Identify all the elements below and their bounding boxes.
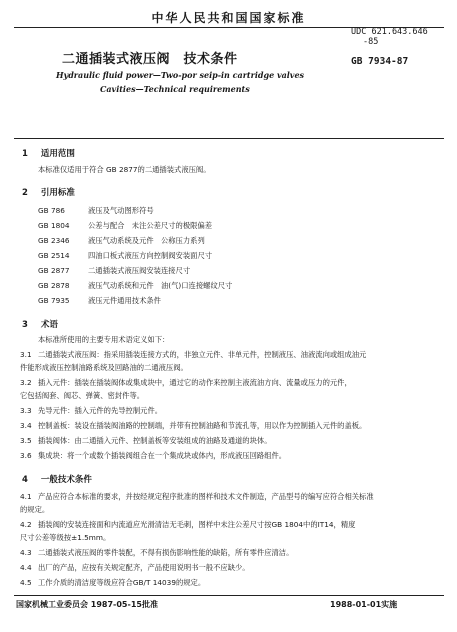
reference-item: GB 1804 公差与配合 未注公差尺寸的极限偏差: [38, 221, 213, 230]
requirement-item: 4.4 出厂的产品，应按有关规定配齐，产品使用说明书一般不应缺少。: [20, 563, 250, 572]
issuer-approval: 国家机械工业委员会 1987-05-15批准: [16, 600, 158, 609]
section-title: 一般技术条件: [40, 475, 92, 485]
udc-code: [351, 28, 428, 47]
udc-line-2: -85: [363, 36, 379, 47]
reference-item: GB 2878 液压气动系统和元件 油(气)口连接螺纹尺寸: [38, 281, 233, 290]
section-3-intro: 本标准所使用的主要专用术语定义如下：: [38, 335, 170, 344]
gb-number: GB 7934-87: [351, 56, 409, 67]
udc-line-1: UDC 621.643.646: [351, 27, 428, 37]
english-title: Hydraulic fluid power—Two-por seip-in cartridge valves: [56, 70, 305, 80]
section-title: 引用标准: [40, 188, 75, 198]
title-rule: [14, 138, 444, 139]
term-item: 3.4 控制盖板：装设在插装阀油路的控制端，并带有控制油路和节流孔等，用以作为控制插入元件的盖板。: [20, 421, 367, 430]
reference-item: GB 2877 二通插装式液压阀安装连接尺寸: [38, 266, 191, 275]
term-item: 3.3 先导元件：插入元件的先导控制元件。: [20, 406, 163, 415]
effective-date: 1988-01-01实施: [330, 600, 398, 609]
requirement-item: 4.2 插装阀的安装连接面和内流道应光滑清洁无毛刺，图样中未注公差尺寸按GB 1804中的IT14，精度: [20, 520, 356, 529]
term-item: 3.5 插装阀体：由二通插入元件、控制盖板等安装组成的油路及通道的块体。: [20, 436, 272, 445]
section-number: 2: [22, 188, 28, 198]
section-1-text: 本标准仅适用于符合 GB 2877的二通插装式液压阀。: [38, 165, 211, 174]
term-item: 3.6 集成块：将一个或数个插装阀组合在一个集成块或体内，形成液压回路组件。: [20, 451, 287, 460]
requirement-item-cont: 的规定。: [20, 505, 50, 514]
section-4-heading: [22, 473, 92, 485]
section-number: 1: [22, 149, 28, 159]
footer-rule: [14, 595, 444, 596]
reference-item: GB 2514 四油口板式液压方向控制阀安装面尺寸: [38, 251, 213, 260]
section-1-heading: [22, 147, 75, 159]
term-item-cont: 件能形成液压控制油路系统及回路油的二通液压阀。: [20, 363, 188, 372]
requirement-item: 4.5 工作介质的清洁度等级应符合GB/T 14039的规定。: [20, 578, 206, 587]
term-item: 3.2 插入元件：插装在插装阀体或集成块中，通过它的动作来控制主液流油方向、流量或压力的元件，: [20, 378, 352, 387]
section-number: 4: [22, 475, 28, 485]
section-3-heading: [22, 318, 58, 330]
section-number: 3: [22, 320, 28, 330]
english-subtitle: Cavities—Technical requirements: [100, 84, 250, 94]
term-item-cont: 它包括阀套、阀芯、弹簧、密封件等。: [20, 391, 145, 400]
document-title: 二通插装式液压阀 技术条件: [62, 52, 238, 67]
section-title: 适用范围: [40, 149, 75, 159]
reference-item: GB 786 液压及气动图形符号: [38, 206, 154, 215]
section-title: 术语: [40, 320, 58, 330]
section-2-heading: [22, 186, 75, 198]
requirement-item-cont: 尺寸公差等级按±1.5mm。: [20, 533, 111, 542]
term-item: 3.1 二通插装式液压阀：指采用插装连接方式的，非独立元件、非单元件，控制液压、油液流向或组成油元: [20, 350, 367, 359]
requirement-item: 4.1 产品应符合本标准的要求，并按经规定程序批准的图样和技术文件制造，产品型号的编写应符合相关标准: [20, 492, 374, 501]
requirement-item: 4.3 二通插装式液压阀的零件装配，不得有损伤影响性能的缺陷，所有零件应清洁。: [20, 548, 294, 557]
reference-item: GB 2346 液压气动系统及元件 公称压力系列: [38, 236, 205, 245]
reference-item: GB 7935 液压元件通用技术条件: [38, 296, 161, 305]
national-standard-header: 中华人民共和国国家标准: [151, 11, 306, 25]
